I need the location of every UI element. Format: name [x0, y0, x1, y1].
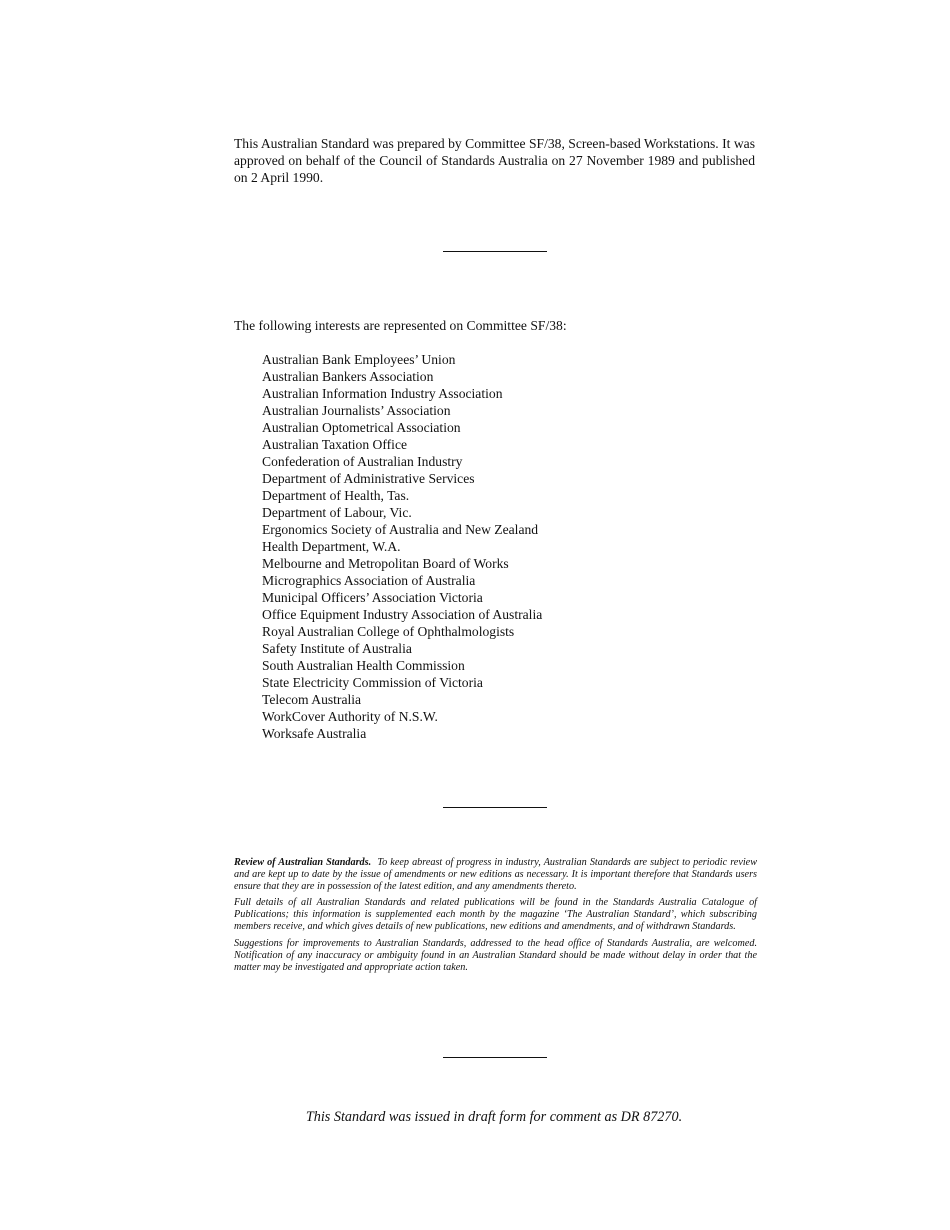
- section-divider: [443, 251, 547, 252]
- list-item: Office Equipment Industry Association of Australia: [262, 607, 543, 622]
- review-text: To keep abreast of progress in industry, Australian Standards are subject to periodic review and are kept up to date by the issue of amendments or new editions as necessary. It is important therefore that Standards users ensure that they are in possession of the latest edition, and any amendments thereto.: [234, 857, 757, 893]
- review-heading: Review of Australian Standards.: [234, 857, 372, 868]
- preparation-statement: This Australian Standard was prepared by Committee SF/38, Screen-based Workstations. It was approved on behalf of the Council of Standards Australia on 27 November 1989 and published on 2 April 1990.: [234, 136, 755, 185]
- list-item: WorkCover Authority of N.S.W.: [262, 709, 438, 724]
- list-item: Safety Institute of Australia: [262, 641, 412, 656]
- list-item: Telecom Australia: [262, 692, 362, 707]
- list-item: Ergonomics Society of Australia and New Zealand: [262, 522, 539, 537]
- list-item: Australian Bankers Association: [262, 369, 434, 384]
- review-notes: [234, 857, 757, 978]
- draft-note: This Standard was issued in draft form for comment as DR 87270.: [305, 1109, 683, 1125]
- list-item: Department of Administrative Services: [262, 471, 475, 486]
- suggestions-paragraph: Suggestions for improvements to Australian Standards, addressed to the head office of Standards Australia, are welcomed. Notification of any inaccuracy or ambiguity found in an Australian Standard should be made without delay in order that the matter may be investigated and appropriate action taken.: [234, 937, 757, 973]
- list-item: Melbourne and Metropolitan Board of Works: [262, 556, 509, 571]
- list-item: Australian Information Industry Association: [262, 386, 503, 401]
- list-item: Australian Journalists’ Association: [262, 403, 451, 418]
- list-item: Department of Labour, Vic.: [262, 505, 412, 520]
- interests-list: [262, 351, 542, 742]
- list-item: Australian Bank Employees’ Union: [262, 352, 456, 367]
- list-item: South Australian Health Commission: [262, 658, 465, 673]
- catalogue-paragraph: Full details of all Australian Standards and related publications will be found in the Standards Australia Catalogue of Publications; this information is supplemented each month by the magazine ‘The Australian Standard’, which subscribing members receive, and which gives details of new publications, new editions and amendments, and of withdrawn Standards.: [234, 897, 757, 933]
- section-divider: [443, 1057, 547, 1058]
- list-item: Confederation of Australian Industry: [262, 454, 463, 469]
- list-item: Health Department, W.A.: [262, 539, 401, 554]
- list-item: Micrographics Association of Australia: [262, 573, 476, 588]
- list-item: Department of Health, Tas.: [262, 488, 410, 503]
- list-item: Australian Taxation Office: [262, 437, 408, 452]
- list-item: Australian Optometrical Association: [262, 420, 461, 435]
- interests-intro: The following interests are represented on Committee SF/38:: [234, 318, 567, 333]
- list-item: Municipal Officers’ Association Victoria: [262, 590, 483, 605]
- review-paragraph: [234, 857, 757, 893]
- list-item: Worksafe Australia: [262, 726, 367, 741]
- list-item: State Electricity Commission of Victoria: [262, 675, 483, 690]
- section-divider: [443, 807, 547, 808]
- list-item: Royal Australian College of Ophthalmologists: [262, 624, 515, 639]
